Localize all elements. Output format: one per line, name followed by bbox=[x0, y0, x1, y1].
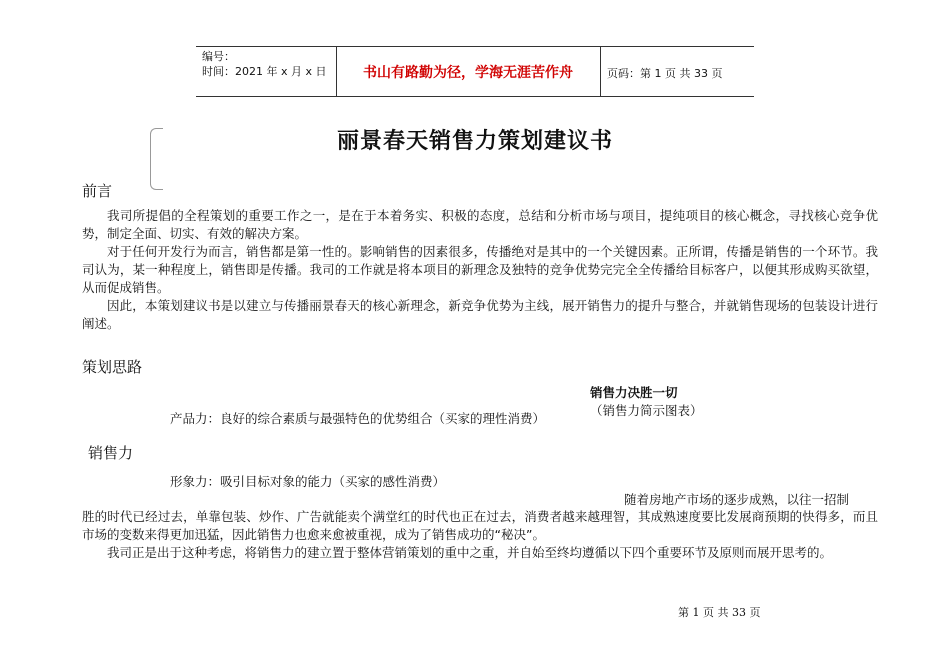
chart-title: 销售力决胜一切 bbox=[590, 385, 678, 400]
header-bottom-border bbox=[196, 96, 754, 97]
strategy-paragraph: 胜的时代已经过去，单靠包装、炒作、广告就能卖个满堂红的时代也正在过去，消费者越来越理智，其成熟速度要比发展商预期的快得多，而且市场的变数来得更加迅猛，因此销售力也愈来愈被重视，成为了销售成功的“秘决”。 bbox=[82, 509, 878, 542]
sales-power-label: 销售力 bbox=[88, 444, 134, 462]
header-time: 时间：2021 年 x 月 x 日 bbox=[202, 65, 327, 78]
page-footer: 第 1 页 共 33 页 bbox=[678, 606, 761, 619]
strategy-body bbox=[82, 508, 878, 562]
preface-paragraph: 我司所提倡的全程策划的重要工作之一，是在于本着务实、积极的态度，总结和分析市场与项目，提纯项目的核心概念，寻找核心竞争优势，制定全面、切实、有效的解决方案。 bbox=[82, 208, 878, 241]
header-motto: 书山有路勤为径，学海无涯苦作舟 bbox=[363, 65, 573, 81]
preface-paragraph: 因此，本策划建议书是以建立与传播丽景春天的核心新理念，新竞争优势为主线，展开销售力的提升与整合，并就销售现场的包装设计进行阐述。 bbox=[82, 298, 878, 331]
preface-paragraph: 对于任何开发行为而言，销售都是第一性的。影响销售的因素很多，传播绝对是其中的一个关键因素。正所谓，传播是销售的一个环节。我司认为，某一种程度上，销售即是传播。我司的工作就是将本项目的新理念及独特的竞争优势完完全全传播给目标客户，以便其形成购买欲望，从而促成销售。 bbox=[82, 244, 878, 295]
strategy-body-first-line: 随着房地产市场的逐步成熟，以往一招制 bbox=[624, 492, 850, 507]
preface-body bbox=[82, 207, 878, 333]
header-number-label: 编号： bbox=[202, 50, 235, 63]
header-divider bbox=[600, 46, 601, 96]
header-top-border bbox=[196, 46, 754, 47]
chart-subtitle: （销售力简示图表） bbox=[590, 403, 703, 418]
strategy-heading: 策划思路 bbox=[82, 358, 143, 376]
page-title: 丽景春天销售力策划建议书 bbox=[336, 129, 613, 154]
preface-heading: 前言 bbox=[82, 182, 113, 200]
header-page-code: 页码：第 1 页 共 33 页 bbox=[607, 67, 723, 80]
strategy-paragraph: 我司正是出于这种考虑，将销售力的建立置于整体营销策划的重中之重，并自始至终均遵循以下四个重要环节及原则而展开思考的。 bbox=[107, 545, 833, 560]
image-power-text: 形象力：吸引目标对象的能力（买家的感性消费） bbox=[170, 474, 446, 489]
product-power-text: 产品力：良好的综合素质与最强特色的优势组合（买家的理性消费） bbox=[170, 411, 546, 426]
